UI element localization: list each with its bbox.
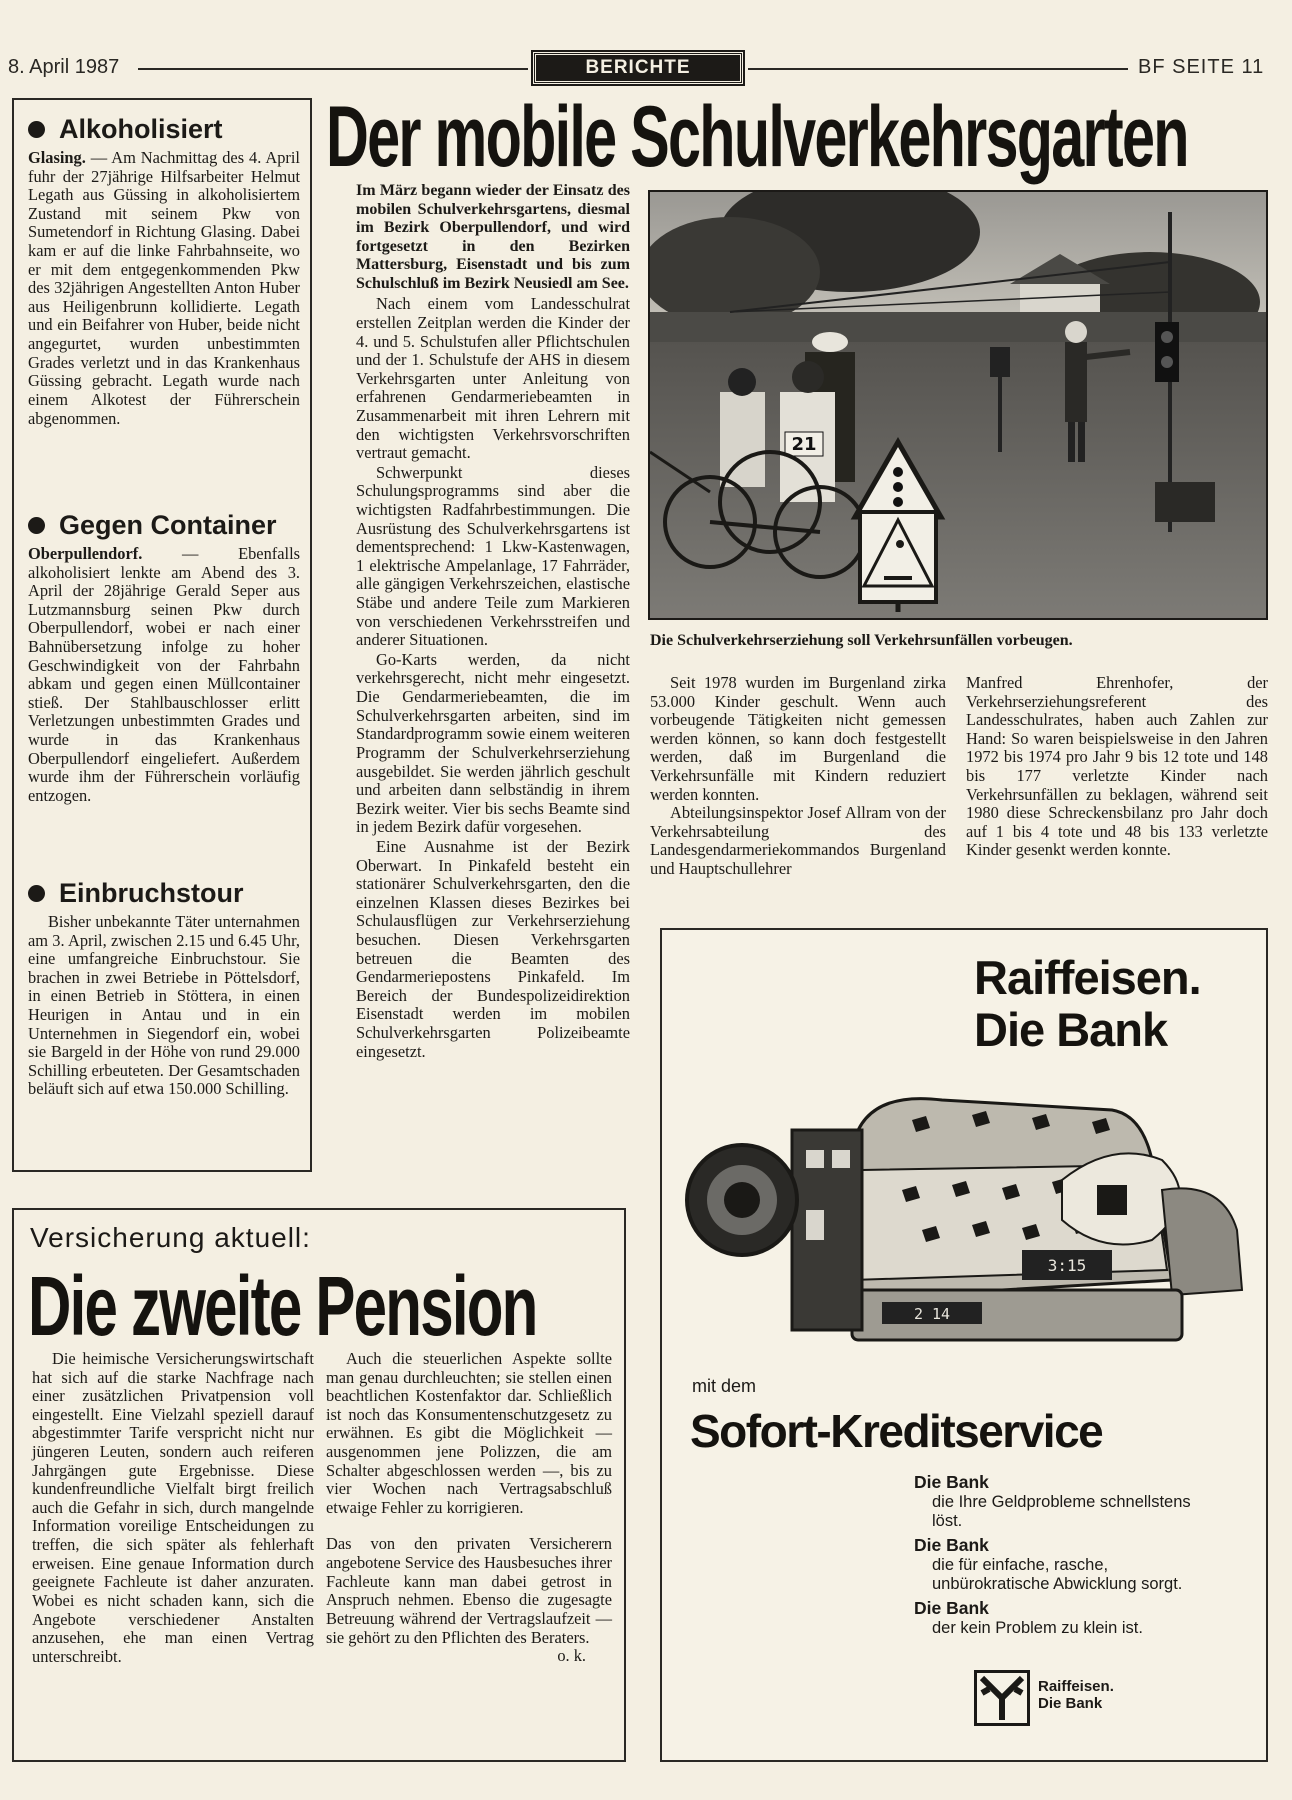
bullet-icon: [28, 517, 45, 534]
author-initials: o. k.: [557, 1646, 586, 1666]
main-headline: Der mobile Schulverkehrsgarten: [326, 89, 1188, 185]
ad-benefits: [914, 1472, 1214, 1638]
article-paragraph: Manfred Ehrenhofer, der Verkehrserziehungsreferent des Landesschulrates, haben auch Zahlen zur Hand: So waren beispielsweise in den Jahren 1972 bis 1974 pro Jahr 9 bis 12 tote und 148 bis 177 verletzte Kinder nach Verkehrsunfällen zu beklagen, während seit 1980 diese Schreckensbilanz pro Jahr doch auf 1 bis 4 tote und 48 bis 133 verletzte Kinder gesenkt werden konnte.: [966, 673, 1268, 860]
ad-mit-dem: mit dem: [692, 1376, 757, 1396]
brief-text: Oberpullendorf. — Ebenfalls alkoholisiert lenkte am Abend des 3. April der 28jährige Gerald Seper aus Lutzmannsburg seinen Pkw durch Oberpullendorf, wobei er nach einer Bahnübersetzung infolge zu hoher Geschwindigkeit von der Fahrbahn abkam und gegen einen Müllcontainer stieß. Der Stahlbauschlosser erlitt Verletzungen unbestimmten Grades und wurde in das Krankenhaus Oberpullendorf eingeliefert. Außerdem wurde ihm der Führerschein vorläufig entzogen.: [28, 544, 300, 805]
article-paragraph: Nach einem vom Landesschulrat erstellen Zeitplan werden die Kinder der 4. und 5. Schulstufen aller Pflichtschulen und der 1. Schulstufe der AHS in diesem Verkehrsgarten unter Anleitung von erfahrenen Gendarmeriebeamten in Zusammenarbeit mit ihren Lehrern mit den wichtigsten Verkehrsvorschriften vertraut gemacht.: [356, 294, 630, 463]
product-illustration: [682, 1070, 1252, 1350]
brief-gegen-container: [28, 510, 300, 806]
article-paragraph: Go-Karts werden, da nicht verkehrsgerecht, nicht mehr eingesetzt. Die Gendarmeriebeamten, die im Schulverkehrsgarten arbeiten, sind im Standardprogramm sowie einem weiteren Programm der Schulverkehrserziehung ausgebildet. Sie werden jährlich geschult und arbeiten dann selbständig in ihrem Bezirk weiter. Vier bis sechs Beamte sind in jedem Bezirk dafür vorgesehen.: [356, 649, 630, 837]
brief-alkoholisiert: [28, 114, 300, 428]
ad-benefit: Die Bank die Ihre Geldprobleme schnellstens löst.: [914, 1472, 1191, 1530]
ad-benefit: Die Bank die für einfache, rasche, unbürokratische Abwicklung sorgt.: [914, 1534, 1183, 1593]
insurance-paragraph: Die heimische Versicherungswirtschaft hat sich auf die starke Nachfrage nach einer zusätzlichen Privatpension voll eingestellt. Eine Vielzahl speziell darauf abgestimmter Tarife verspricht nicht nur jüngeren Leuten, sondern auch reiferen Jahrgängen gute Ergebnisse. Diese kundenfreundliche Vielfalt birgt freilich auch die Gefahr in sich, durch mangelnde Information voreilige Entscheidungen zu treffen, die sich später als fehlerhaft erweisen. Eine genaue Information durch geeignete Fachleute ist daher anzuraten. Wobei es nicht schaden kann, sich die Angebote verschiedener Anstalten anzusehen, ehe man einen Vertrag unterschreibt.: [32, 1349, 314, 1666]
raiffeisen-advertisement: [660, 928, 1268, 1762]
news-briefs-box: [12, 98, 312, 1172]
ad-service: Sofort-Kreditservice: [690, 1405, 1103, 1457]
article-paragraph: Seit 1978 wurden im Burgenland zirka 53.000 Kinder geschult. Wenn auch vorbeugende Tätigkeiten nicht gemessen werden können, so kann doch festgestellt werden, daß im Burgenland die Verkehrsunfälle mit Kindern reduziert werden konnten.: [650, 673, 946, 804]
photo-illustration: [650, 192, 1268, 620]
brief-text: Bisher unbekannte Täter unternahmen am 3. April, zwischen 2.15 und 6.45 Uhr, eine umfangreiche Einbruchstour. Sie brachen in zwei Betriebe in Pöttelsdorf, in einen Betrieb in Stöttera, in einen Heurigen in Antau und in ein Unternehmen in Siegendorf ein, wobei sie Bargeld in der Höhe von rund 29.000 Schilling erbeuteten. Der Gesamtschaden beläuft sich auf etwa 150.000 Schilling.: [28, 912, 300, 1099]
bib-number: 21: [791, 434, 817, 455]
page-number: BF SEITE 11: [1138, 56, 1265, 78]
vcr-display: 2 14: [913, 1305, 951, 1323]
section-badge: BERICHTE: [533, 52, 743, 84]
insurance-kicker: Versicherung aktuell:: [30, 1222, 311, 1253]
insurance-paragraph: Auch die steuerlichen Aspekte sollte man genau durchleuchten; sie stellen einen beachtlichen Kostenfaktor dar. Schließlich ist noch das Konsumentenschutzgesetz zu erwähnen. Es gibt die Möglichkeit — ausgenommen jene Polizzen, die am Schalter abgeschlossen werden —, bis zu vier Wochen nach Vertragsabschluß etwaige Fehler zu korrigieren.: [326, 1349, 612, 1517]
bullet-icon: [28, 885, 45, 902]
header-rule-right: [748, 68, 1128, 70]
ad-title-1: Raiffeisen.: [974, 951, 1201, 1004]
article-paragraph: Eine Ausnahme ist der Bezirk Oberwart. In Pinkafeld besteht ein stationärer Schulverkehrsgarten, den die einzelnen Klassen dieses Bezirkes bei Schulausflügen zur Verkehrserziehung besuchen. Diesen Verkehrsgarten betreuen die Beamten des Gendarmeriepostens Pinkafeld. Im Bereich der Bundespolizeidirektion Eisenstadt werden im mobilen Schulverkehrsgarten Polizeibeamte eingesetzt.: [356, 836, 630, 1061]
ad-logo-text: Raiffeisen. Die Bank: [1038, 1678, 1114, 1713]
insurance-paragraph: Das von den privaten Versicherern angebotene Service des Hausbesuches ihrer Fachleute kann man dabei getrost in Anspruch nehmen. Ebenso die zugesagte Betreuung während der Vertragslaufzeit — sie gehört zu den Pflichten des Beraters.: [326, 1534, 612, 1647]
ad-title-2: Die Bank: [974, 1003, 1168, 1056]
article-lead: Im März begann wieder der Einsatz des mobilen Schulverkehrsgartens, diesmal im Bezirk Oberpullendorf, und wird fortgesetzt in den Bezirken Mattersburg, Eisenstadt und bis zum Schulschluß im Bezirk Neusiedl am See.: [356, 182, 630, 292]
insurance-headline: Die zweite Pension: [28, 1259, 537, 1353]
photo-caption: Die Schulverkehrserziehung soll Verkehrsunfällen vorbeugen.: [650, 632, 1073, 649]
article-paragraph: Abteilungsinspektor Josef Allram von der Verkehrsabteilung des Landesgendarmeriekommandos Burgenland und Hauptschullehrer: [650, 803, 946, 879]
article-left-column: [356, 182, 630, 1061]
insurance-right-column: [326, 1350, 612, 1666]
insurance-box: [12, 1208, 626, 1762]
brief-heading: Gegen Container: [28, 510, 300, 541]
brief-einbruchstour: [28, 878, 300, 1099]
article-right-column: [966, 674, 1268, 860]
article-middle-column: [650, 674, 946, 879]
brief-text: Glasing. — Am Nachmittag des 4. April fuhr der 27jährige Hilfsarbeiter Helmut Legath aus Güssing in alkoholisiertem Zustand mit seinem Pkw von Sumetendorf in Richtung Glasing. Dabei kam er auf die linke Fahrbahnseite, wo er mit dem entgegenkommenden Pkw des 32jährigen Angestellten Anton Huber aus Heiligenbrunn kollidierte. Legath und ein Beifahrer von Huber, beide nicht angegurtet, wurden unbestimmten Grades verletzt und in das Krankenhaus Güssing gebracht. Legath wurde nach einem Alkotest der Führerschein abgenommen.: [28, 148, 300, 428]
raiffeisen-logo-icon: [974, 1670, 1030, 1726]
bullet-icon: [28, 121, 45, 138]
brief-heading: Alkoholisiert: [28, 114, 300, 145]
header-rule-left: [138, 68, 528, 70]
traffic-garden-photo: [648, 190, 1268, 620]
insurance-left-column: [32, 1350, 314, 1666]
article-paragraph: Schwerpunkt dieses Schulungsprogramms sind aber die wichtigsten Radfahrbestimmungen. Die Ausrüstung des Schulverkehrsgartens ist dementsprechend: 1 Lkw-Kastenwagen, 1 elektrische Ampelanlage, 17 Fahrräder, alle gängigen Verkehrszeichen, elastische Stäbe und andere Teile zum Markieren von verschiedenen Verkehrsstreifen und anderer Situationen.: [356, 462, 630, 650]
clock-display: 3:15: [1047, 1256, 1087, 1275]
brief-heading: Einbruchstour: [28, 878, 300, 909]
ad-benefit: Die Bank der kein Problem zu klein ist.: [914, 1597, 1143, 1637]
issue-date: 8. April 1987: [8, 56, 120, 78]
